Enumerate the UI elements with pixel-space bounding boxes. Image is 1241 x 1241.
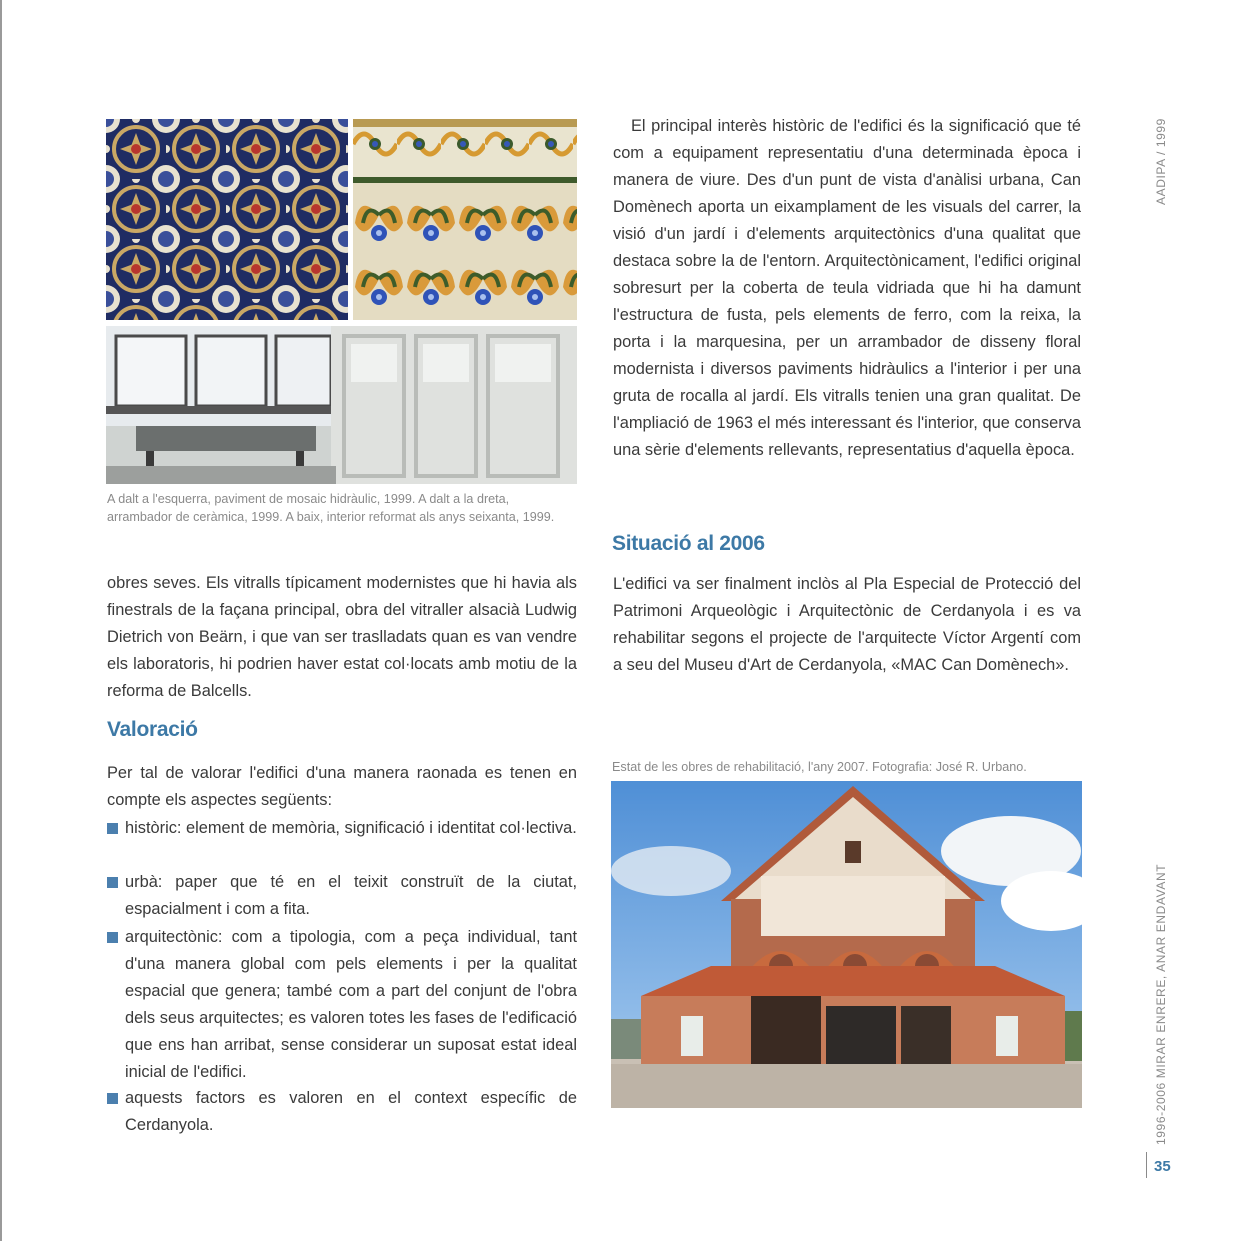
interior-photo (106, 326, 577, 484)
valoracio-intro: Per tal de valorar l'edifici d'una manera raonada es tenen en compte els aspectes següents: (107, 764, 577, 809)
page-number: 35 (1154, 1158, 1171, 1175)
list-item (107, 869, 577, 923)
sidebar-bottom-label: 1996-2006 MIRAR ENRERE, ANAR ENDAVANT (1154, 863, 1168, 1145)
valoracio-heading: Valoració (107, 718, 198, 741)
list-item-text: històric: element de memòria, significació i identitat col·lectiva. (125, 819, 577, 837)
list-item-text: arquitectònic: com a tipologia, com a peça individual, tant d'una manera global com pels elements i per la qualitat espacial que genera; també com a part del conjunt de l'obra dels seus arquitectes; es valoren totes les fases de l'edificació que ens han arribat, sense considerar un suposat estat ideal inicial de l'edifici. (125, 928, 577, 1081)
bullet-icon (107, 932, 118, 943)
left-paragraph: obres seves. Els vitralls típicament modernistes que hi havia als finestrals de la façana principal, obra del vitraller alsacià Ludwig Dietrich von Beärn, i que van ser traslladats quan es van vendre els laboratoris, hi podrien haver estat col·locats amb motiu de la reforma de Balcells. (107, 574, 577, 700)
building-photo (611, 781, 1082, 1108)
situacio-heading: Situació al 2006 (612, 532, 765, 555)
list-item-text: aquests factors es valoren en el context específic de Cerdanyola. (125, 1089, 577, 1134)
top-photos-caption: A dalt a l'esquerra, paviment de mosaic hidràulic, 1999. A dalt a la dreta, arrambador de ceràmica, 1999. A baix, interior reformat als anys seixanta, 1999. (107, 492, 555, 524)
bullet-icon (107, 877, 118, 888)
mosaic-tiles-photo (106, 119, 348, 320)
bottom-photo-caption: Estat de les obres de rehabilitació, l'any 2007. Fotografia: José R. Urbano. (612, 760, 1027, 774)
sidebar-top-label: AADIPA / 1999 (1154, 118, 1168, 205)
page-edge (0, 0, 2, 1241)
bullet-icon (107, 1093, 118, 1104)
bullet-icon (107, 823, 118, 834)
ceramic-skirting-photo (353, 119, 577, 320)
list-item (107, 815, 577, 842)
list-item (107, 924, 577, 1086)
page-number-divider (1146, 1152, 1147, 1178)
situacio-text: L'edifici va ser finalment inclòs al Pla Especial de Protecció del Patrimoni Arqueològic i Arquitectònic de Cerdanyola i es va rehabilitar segons el projecte de l'arquitecte Víctor Argentí com a seu del Museu d'Art de Cerdanyola, «MAC Can Domènech». (613, 575, 1081, 674)
right-paragraph: El principal interès històric de l'edifici és la significació que té com a equipament representatiu d'una determinada època i manera de viure. Des d'un punt de vista d'anàlisi urbana, Can Domènech aporta un eixamplament de les visuals del carrer, la visió d'un jardí i d'elements arquitectònics d'una qualitat que destaca sobre la de l'entorn. Arquitectònicament, l'edifici original sobresurt per la coberta de teula vidriada que hi ha damunt l'estructura de fusta, pels elements de ferro, com la reixa, la porta i la marquesina, per un arrambador de disseny floral modernista i diversos paviments hidràulics a l'interior i per una gruta de rocalla al jardí. Els vitralls tenien una gran qualitat. De l'ampliació de 1963 el més interessant és l'interior, que conserva una sèrie d'elements rellevants, representatius d'aquella època. (613, 117, 1081, 459)
list-item (107, 1085, 577, 1139)
list-item-text: urbà: paper que té en el teixit construït de la ciutat, espacialment i com a fita. (125, 873, 577, 918)
